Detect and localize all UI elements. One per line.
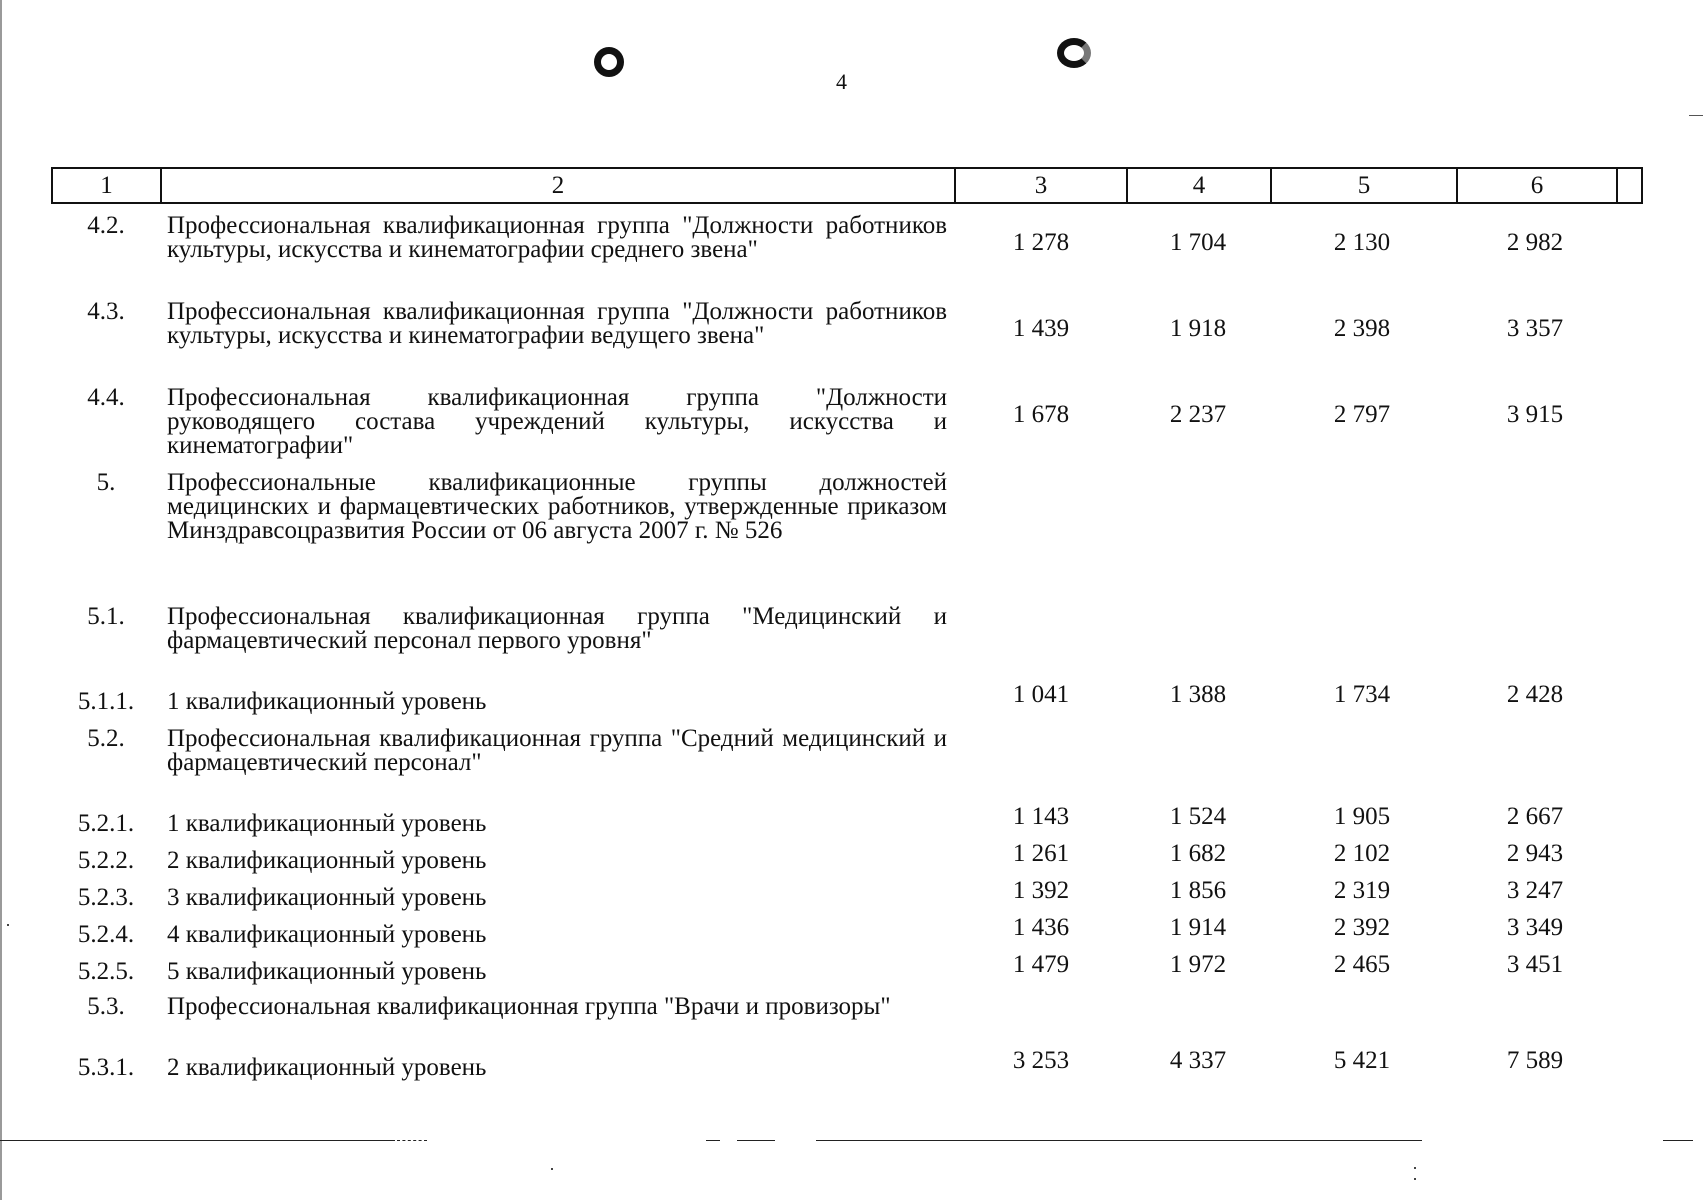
scan-speck [551, 1168, 553, 1170]
row-description: 2 квалификационный уровень [167, 847, 487, 874]
value-col-4: 1 524 [1169, 803, 1227, 830]
column-header-5: 5 [1272, 169, 1458, 202]
row-number: 5.1.1. [77, 688, 135, 715]
value-col-4: 1 388 [1169, 681, 1227, 708]
bottom-rule [816, 1140, 1422, 1141]
scan-speck [1414, 1167, 1416, 1169]
bottom-rule [737, 1140, 775, 1141]
column-header-row [51, 167, 1643, 204]
value-col-6: 2 428 [1506, 681, 1564, 708]
row-number: 5.1. [87, 603, 125, 630]
row-number: 5.2.3. [77, 884, 135, 911]
value-col-5: 1 905 [1333, 803, 1391, 830]
row-description: Профессиональная квалификационная группа "Должности руководящего состава учреждений культуры, искусства и кинематографии" [167, 384, 947, 459]
value-col-4: 1 704 [1169, 229, 1227, 256]
row-number: 5.2.1. [77, 810, 135, 837]
row-number: 4.2. [87, 212, 125, 239]
row-description: Профессиональная квалификационная группа "Врачи и провизоры" [167, 993, 891, 1020]
row-number: 4.3. [87, 298, 125, 325]
value-col-5: 5 421 [1333, 1047, 1391, 1074]
value-col-6: 2 943 [1506, 840, 1564, 867]
value-col-5: 2 797 [1333, 401, 1391, 428]
value-col-4: 1 682 [1169, 840, 1227, 867]
row-description: Профессиональная квалификационная группа "Должности работников культуры, искусства и кинематографии среднего звена" [167, 212, 947, 263]
row-number: 5.3. [87, 993, 125, 1020]
row-description: 1 квалификационный уровень [167, 810, 487, 837]
value-col-3: 1 678 [1012, 401, 1070, 428]
value-col-4: 1 918 [1169, 315, 1227, 342]
row-description: 3 квалификационный уровень [167, 884, 487, 911]
value-col-3: 1 261 [1012, 840, 1070, 867]
value-col-3: 1 436 [1012, 914, 1070, 941]
scan-edge [0, 0, 2, 1200]
row-number: 5.2.2. [77, 847, 135, 874]
row-number: 5.3.1. [77, 1054, 135, 1081]
row-number: 5.2.4. [77, 921, 135, 948]
bottom-rule [0, 1140, 395, 1141]
value-col-6: 2 667 [1506, 803, 1564, 830]
value-col-5: 2 465 [1333, 951, 1391, 978]
value-col-6: 3 357 [1506, 315, 1564, 342]
row-number: 5.2.5. [77, 958, 135, 985]
value-col-6: 2 982 [1506, 229, 1564, 256]
row-number: 5. [96, 469, 116, 496]
value-col-4: 1 972 [1169, 951, 1227, 978]
value-col-5: 2 319 [1333, 877, 1391, 904]
row-description: 2 квалификационный уровень [167, 1054, 487, 1081]
scan-mark [1689, 115, 1703, 116]
bottom-rule [1663, 1140, 1693, 1141]
value-col-3: 1 479 [1012, 951, 1070, 978]
value-col-3: 1 278 [1012, 229, 1070, 256]
row-description: Профессиональная квалификационная группа "Должности работников культуры, искусства и кинематографии ведущего звена" [167, 298, 947, 349]
punch-hole-icon [594, 47, 624, 77]
row-description: 5 квалификационный уровень [167, 958, 487, 985]
column-header-6: 6 [1458, 169, 1618, 202]
value-col-4: 2 237 [1169, 401, 1227, 428]
value-col-3: 1 143 [1012, 803, 1070, 830]
value-col-3: 1 439 [1012, 315, 1070, 342]
row-description: Профессиональная квалификационная группа "Медицинский и фармацевтический персонал первого уровня" [167, 603, 947, 654]
value-col-5: 2 102 [1333, 840, 1391, 867]
value-col-6: 3 451 [1506, 951, 1564, 978]
column-header-2: 2 [162, 169, 956, 202]
page-number: 4 [836, 69, 847, 94]
bottom-rule [397, 1140, 427, 1141]
column-header-1: 1 [53, 169, 162, 202]
punch-hole-icon [1057, 38, 1091, 68]
row-number: 4.4. [87, 384, 125, 411]
value-col-5: 2 398 [1333, 315, 1391, 342]
row-number: 5.2. [87, 725, 125, 752]
value-col-5: 1 734 [1333, 681, 1391, 708]
value-col-6: 3 247 [1506, 877, 1564, 904]
value-col-5: 2 130 [1333, 229, 1391, 256]
scan-speck [7, 924, 9, 926]
value-col-5: 2 392 [1333, 914, 1391, 941]
bottom-rule [706, 1140, 720, 1141]
row-description: 4 квалификационный уровень [167, 921, 487, 948]
column-header-7 [1618, 169, 1643, 202]
value-col-3: 3 253 [1012, 1047, 1070, 1074]
value-col-3: 1 041 [1012, 681, 1070, 708]
value-col-3: 1 392 [1012, 877, 1070, 904]
row-description: Профессиональные квалификационные группы должностей медицинских и фармацевтических работников, утвержденные приказом Минздравсоцразвития России от 06 августа 2007 г. № 526 [167, 469, 947, 544]
column-header-3: 3 [956, 169, 1128, 202]
value-col-4: 1 914 [1169, 914, 1227, 941]
value-col-6: 3 349 [1506, 914, 1564, 941]
value-col-6: 7 589 [1506, 1047, 1564, 1074]
row-description: Профессиональная квалификационная группа "Средний медицинский и фармацевтический персонал" [167, 725, 947, 776]
value-col-4: 1 856 [1169, 877, 1227, 904]
row-description: 1 квалификационный уровень [167, 688, 487, 715]
value-col-4: 4 337 [1169, 1047, 1227, 1074]
scan-speck [1414, 1178, 1416, 1180]
value-col-6: 3 915 [1506, 401, 1564, 428]
column-header-4: 4 [1128, 169, 1272, 202]
